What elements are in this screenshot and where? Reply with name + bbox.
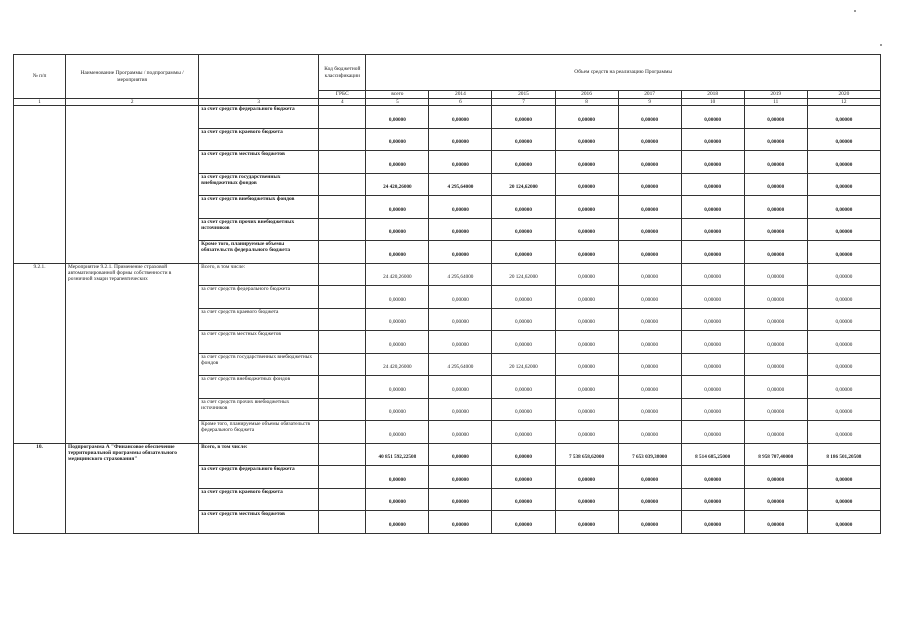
amount-cell: 0,00000 <box>555 128 618 151</box>
kbk-cell <box>319 331 366 354</box>
funding-source: за счет средств местных бюджетов <box>199 331 319 354</box>
amount-cell: 0,00000 <box>555 106 618 129</box>
amount-cell: 0,00000 <box>744 106 807 129</box>
amount-cell: 0,00000 <box>429 151 492 174</box>
header-num: № п/п <box>14 55 66 99</box>
amount-cell: 0,00000 <box>744 331 807 354</box>
amount-cell: 0,00000 <box>807 421 880 444</box>
amount-cell: 0,00000 <box>681 196 744 219</box>
amount-cell: 0,00000 <box>555 488 618 511</box>
amount-cell: 0,00000 <box>807 151 880 174</box>
column-index-row <box>14 99 881 106</box>
amount-cell: 0,00000 <box>366 241 429 264</box>
amount-cell: 24 420,26000 <box>366 173 429 196</box>
amount-cell: 0,00000 <box>555 263 618 286</box>
amount-cell: 0,00000 <box>744 196 807 219</box>
funding-source: за счет средств федерального бюджета <box>199 286 319 309</box>
amount-cell: 0,00000 <box>366 218 429 241</box>
amount-cell: 20 124,62000 <box>492 263 555 286</box>
amount-cell: 0,00000 <box>807 218 880 241</box>
amount-cell: 7 653 039,38000 <box>618 443 681 466</box>
kbk-cell <box>319 218 366 241</box>
amount-cell: 0,00000 <box>618 151 681 174</box>
funding-source: за счет средств государственных внебюджетных фондов <box>199 173 319 196</box>
amount-cell: 0,00000 <box>429 331 492 354</box>
funding-source: за счет средств местных бюджетов <box>199 511 319 534</box>
amount-cell: 0,00000 <box>366 376 429 399</box>
kbk-cell <box>319 173 366 196</box>
kbk-cell <box>319 398 366 421</box>
amount-cell: 8 958 707,40000 <box>744 443 807 466</box>
amount-cell: 0,00000 <box>744 286 807 309</box>
amount-cell: 0,00000 <box>618 308 681 331</box>
amount-cell: 0,00000 <box>555 511 618 534</box>
amount-cell: 0,00000 <box>681 353 744 376</box>
amount-cell: 0,00000 <box>429 218 492 241</box>
amount-cell: 0,00000 <box>492 106 555 129</box>
kbk-cell <box>319 196 366 219</box>
kbk-cell <box>319 308 366 331</box>
column-index: 11 <box>744 99 807 106</box>
funding-source: за счет средств местных бюджетов <box>199 151 319 174</box>
program-name <box>66 106 199 264</box>
amount-cell: 0,00000 <box>807 466 880 489</box>
amount-cell: 0,00000 <box>366 196 429 219</box>
funding-source: за счет средств прочих внебюджетных источников <box>199 218 319 241</box>
amount-cell: 0,00000 <box>618 331 681 354</box>
amount-cell: 0,00000 <box>807 511 880 534</box>
funding-source: за счет средств внебюджетных фондов <box>199 196 319 219</box>
kbk-cell <box>319 511 366 534</box>
kbk-cell <box>319 443 366 466</box>
kbk-cell <box>319 263 366 286</box>
amount-cell: 8 186 501,20508 <box>807 443 880 466</box>
amount-cell: 0,00000 <box>618 421 681 444</box>
amount-cell: 20 124,62000 <box>492 353 555 376</box>
amount-cell: 0,00000 <box>555 151 618 174</box>
amount-cell: 0,00000 <box>807 286 880 309</box>
kbk-cell <box>319 151 366 174</box>
amount-cell: 0,00000 <box>681 106 744 129</box>
funding-source: за счет средств прочих внебюджетных источников <box>199 398 319 421</box>
amount-cell: 0,00000 <box>681 218 744 241</box>
amount-cell: 0,00000 <box>555 421 618 444</box>
amount-cell: 24 420,26000 <box>366 263 429 286</box>
amount-cell: 4 295,64000 <box>429 263 492 286</box>
amount-cell: 0,00000 <box>429 196 492 219</box>
amount-cell: 20 124,62000 <box>492 173 555 196</box>
amount-cell: 0,00000 <box>744 173 807 196</box>
amount-cell: 0,00000 <box>492 376 555 399</box>
amount-cell: 7 538 658,62000 <box>555 443 618 466</box>
amount-cell: 0,00000 <box>807 263 880 286</box>
amount-cell: 0,00000 <box>807 196 880 219</box>
amount-cell: 0,00000 <box>618 241 681 264</box>
amount-cell: 0,00000 <box>744 466 807 489</box>
amount-cell: 0,00000 <box>618 196 681 219</box>
amount-cell: 0,00000 <box>744 308 807 331</box>
funding-source: за счет средств краевого бюджета <box>199 488 319 511</box>
amount-cell: 0,00000 <box>744 376 807 399</box>
amount-cell: 0,00000 <box>618 106 681 129</box>
column-index: 6 <box>429 99 492 106</box>
column-index: 12 <box>807 99 880 106</box>
amount-cell: 0,00000 <box>492 218 555 241</box>
funding-source: Всего, в том числе: <box>199 263 319 286</box>
amount-cell: 0,00000 <box>807 128 880 151</box>
header-kbk: Код бюджетной классификации <box>319 55 366 91</box>
kbk-cell <box>319 488 366 511</box>
amount-cell: 4 295,64000 <box>429 353 492 376</box>
table-row <box>14 443 881 466</box>
amount-cell: 0,00000 <box>555 466 618 489</box>
amount-cell: 0,00000 <box>744 421 807 444</box>
amount-cell: 0,00000 <box>555 218 618 241</box>
funding-source: за счет средств федерального бюджета <box>199 106 319 129</box>
amount-cell: 0,00000 <box>366 511 429 534</box>
amount-cell: 0,00000 <box>618 353 681 376</box>
header-name: Наименование Программы / подпрограммы / мероприятия <box>66 55 199 99</box>
amount-cell: 40 851 592,22508 <box>366 443 429 466</box>
amount-cell: 0,00000 <box>555 376 618 399</box>
amount-cell: 0,00000 <box>555 331 618 354</box>
header-volume: Объем средств на реализацию Программы <box>366 55 881 91</box>
amount-cell: 0,00000 <box>429 241 492 264</box>
amount-cell: 0,00000 <box>744 151 807 174</box>
amount-cell: 0,00000 <box>618 376 681 399</box>
amount-cell: 0,00000 <box>366 151 429 174</box>
header-year: 2016 <box>555 91 618 99</box>
amount-cell: 0,00000 <box>681 511 744 534</box>
amount-cell: 0,00000 <box>618 263 681 286</box>
amount-cell: 8 514 685,25000 <box>681 443 744 466</box>
amount-cell: 0,00000 <box>555 173 618 196</box>
amount-cell: 0,00000 <box>681 488 744 511</box>
amount-cell: 0,00000 <box>807 106 880 129</box>
amount-cell: 0,00000 <box>492 488 555 511</box>
funding-source: за счет средств краевого бюджета <box>199 128 319 151</box>
budget-table <box>13 54 881 534</box>
header-year: 2017 <box>618 91 681 99</box>
amount-cell: 0,00000 <box>618 286 681 309</box>
table-row <box>14 263 881 286</box>
scan-speck-side <box>880 44 882 46</box>
amount-cell: 0,00000 <box>807 308 880 331</box>
amount-cell: 0,00000 <box>429 466 492 489</box>
scan-speck-top <box>854 10 856 12</box>
kbk-cell <box>319 376 366 399</box>
amount-cell: 0,00000 <box>744 488 807 511</box>
amount-cell: 0,00000 <box>366 128 429 151</box>
amount-cell: 0,00000 <box>618 466 681 489</box>
table-row <box>14 106 881 129</box>
funding-source: за счет средств федерального бюджета <box>199 466 319 489</box>
kbk-cell <box>319 106 366 129</box>
amount-cell: 24 420,26000 <box>366 353 429 376</box>
header-year: 2015 <box>492 91 555 99</box>
amount-cell: 0,00000 <box>618 218 681 241</box>
column-index: 9 <box>618 99 681 106</box>
amount-cell: 0,00000 <box>366 421 429 444</box>
amount-cell: 4 295,64000 <box>429 173 492 196</box>
kbk-cell <box>319 286 366 309</box>
amount-cell: 0,00000 <box>492 443 555 466</box>
amount-cell: 0,00000 <box>429 488 492 511</box>
amount-cell: 0,00000 <box>555 353 618 376</box>
amount-cell: 0,00000 <box>618 173 681 196</box>
kbk-cell <box>319 421 366 444</box>
amount-cell: 0,00000 <box>681 331 744 354</box>
amount-cell: 0,00000 <box>366 466 429 489</box>
funding-source: за счет средств государственных внебюджетных фондов <box>199 353 319 376</box>
column-index: 1 <box>14 99 66 106</box>
amount-cell: 0,00000 <box>807 241 880 264</box>
funding-source: за счет средств внебюджетных фондов <box>199 376 319 399</box>
amount-cell: 0,00000 <box>492 308 555 331</box>
row-number <box>14 106 66 264</box>
program-name: Мероприятие 9.2.1. Применение страховой автоматизированной формы собственности в розничной хмари терапевтических <box>66 263 199 443</box>
amount-cell: 0,00000 <box>744 241 807 264</box>
amount-cell: 0,00000 <box>492 421 555 444</box>
amount-cell: 0,00000 <box>555 398 618 421</box>
column-index: 10 <box>681 99 744 106</box>
amount-cell: 0,00000 <box>744 353 807 376</box>
amount-cell: 0,00000 <box>681 286 744 309</box>
amount-cell: 0,00000 <box>492 331 555 354</box>
funding-source: Кроме того, планируемые объемы обязательств федерального бюджета <box>199 241 319 264</box>
amount-cell: 0,00000 <box>681 376 744 399</box>
amount-cell: 0,00000 <box>618 511 681 534</box>
amount-cell: 0,00000 <box>807 173 880 196</box>
amount-cell: 0,00000 <box>618 398 681 421</box>
amount-cell: 0,00000 <box>744 511 807 534</box>
amount-cell: 0,00000 <box>681 173 744 196</box>
amount-cell: 0,00000 <box>681 398 744 421</box>
amount-cell: 0,00000 <box>429 106 492 129</box>
amount-cell: 0,00000 <box>366 286 429 309</box>
amount-cell: 0,00000 <box>492 241 555 264</box>
amount-cell: 0,00000 <box>492 151 555 174</box>
amount-cell: 0,00000 <box>366 488 429 511</box>
amount-cell: 0,00000 <box>618 128 681 151</box>
amount-cell: 0,00000 <box>681 466 744 489</box>
kbk-cell <box>319 353 366 376</box>
program-name: Подпрограмма А "Финансовое обеспечение территориальной программы обязательного медицинского страхования" <box>66 443 199 533</box>
amount-cell: 0,00000 <box>555 308 618 331</box>
amount-cell: 0,00000 <box>429 128 492 151</box>
amount-cell: 0,00000 <box>681 128 744 151</box>
amount-cell: 0,00000 <box>429 511 492 534</box>
header-year: 2014 <box>429 91 492 99</box>
header-year: 2019 <box>744 91 807 99</box>
column-index: 8 <box>555 99 618 106</box>
amount-cell: 0,00000 <box>429 421 492 444</box>
amount-cell: 0,00000 <box>681 421 744 444</box>
amount-cell: 0,00000 <box>807 331 880 354</box>
header-blank <box>199 55 319 99</box>
row-number: 10. <box>14 443 66 533</box>
header-grbs: ГРБС <box>319 91 366 99</box>
amount-cell: 0,00000 <box>429 398 492 421</box>
row-number: 9.2.1. <box>14 263 66 443</box>
amount-cell: 0,00000 <box>807 376 880 399</box>
amount-cell: 0,00000 <box>429 376 492 399</box>
column-index: 2 <box>66 99 199 106</box>
kbk-cell <box>319 128 366 151</box>
amount-cell: 0,00000 <box>555 241 618 264</box>
column-index: 7 <box>492 99 555 106</box>
funding-source: за счет средств краевого бюджета <box>199 308 319 331</box>
kbk-cell <box>319 466 366 489</box>
column-index: 3 <box>199 99 319 106</box>
funding-source: Кроме того, планируемые объемы обязательств федерального бюджета <box>199 421 319 444</box>
amount-cell: 0,00000 <box>744 398 807 421</box>
amount-cell: 0,00000 <box>681 263 744 286</box>
amount-cell: 0,00000 <box>366 308 429 331</box>
amount-cell: 0,00000 <box>618 488 681 511</box>
amount-cell: 0,00000 <box>429 443 492 466</box>
amount-cell: 0,00000 <box>807 398 880 421</box>
amount-cell: 0,00000 <box>429 308 492 331</box>
amount-cell: 0,00000 <box>744 263 807 286</box>
amount-cell: 0,00000 <box>492 196 555 219</box>
amount-cell: 0,00000 <box>492 398 555 421</box>
amount-cell: 0,00000 <box>492 128 555 151</box>
amount-cell: 0,00000 <box>681 241 744 264</box>
amount-cell: 0,00000 <box>744 218 807 241</box>
column-index: 5 <box>366 99 429 106</box>
amount-cell: 0,00000 <box>429 286 492 309</box>
amount-cell: 0,00000 <box>681 151 744 174</box>
header-year: 2020 <box>807 91 880 99</box>
funding-source: Всего, в том числе: <box>199 443 319 466</box>
column-index: 4 <box>319 99 366 106</box>
amount-cell: 0,00000 <box>681 308 744 331</box>
amount-cell: 0,00000 <box>555 286 618 309</box>
header-year: всего <box>366 91 429 99</box>
header-year: 2018 <box>681 91 744 99</box>
amount-cell: 0,00000 <box>492 286 555 309</box>
kbk-cell <box>319 241 366 264</box>
amount-cell: 0,00000 <box>492 466 555 489</box>
amount-cell: 0,00000 <box>366 398 429 421</box>
amount-cell: 0,00000 <box>366 331 429 354</box>
amount-cell: 0,00000 <box>366 106 429 129</box>
amount-cell: 0,00000 <box>807 488 880 511</box>
amount-cell: 0,00000 <box>492 511 555 534</box>
amount-cell: 0,00000 <box>555 196 618 219</box>
amount-cell: 0,00000 <box>744 128 807 151</box>
amount-cell: 0,00000 <box>807 353 880 376</box>
